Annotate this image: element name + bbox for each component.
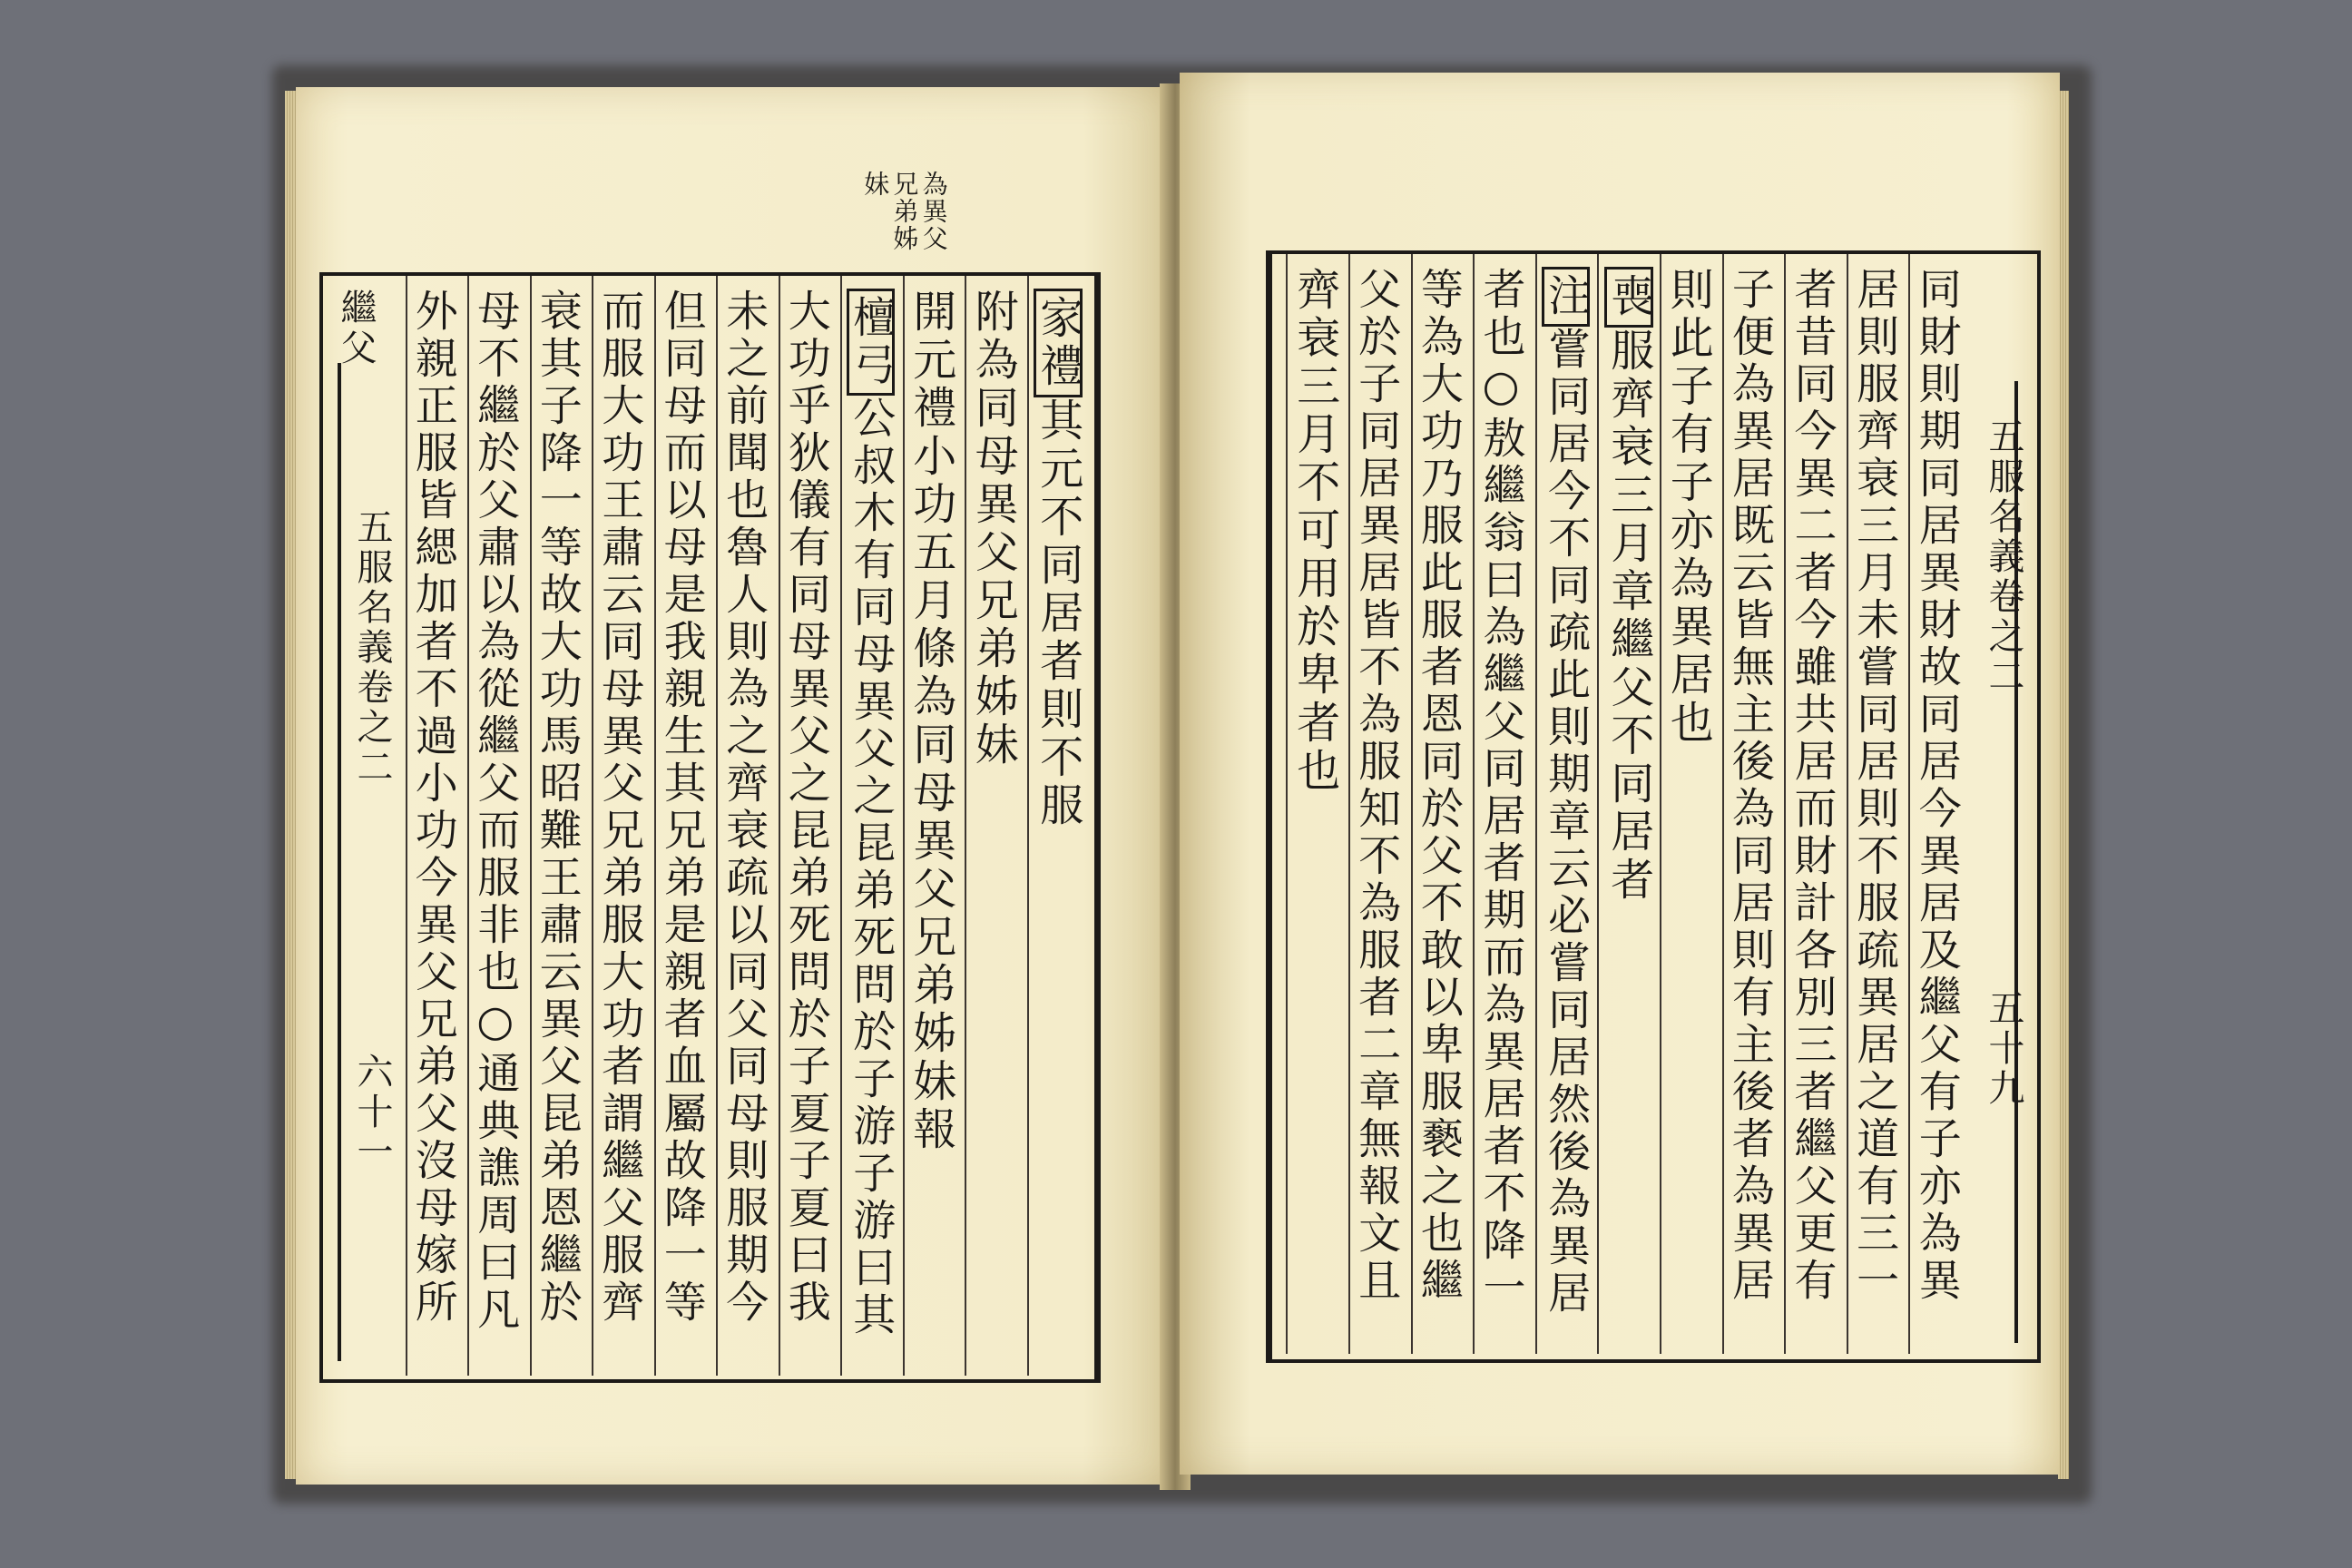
right-column-rule: [1784, 254, 1786, 1354]
right-text-column: [1413, 267, 1464, 1338]
left-column-tag: 檀弓: [847, 289, 895, 396]
left-column-rule: [654, 276, 656, 1376]
left-column-text: 未之前聞也魯人則為之齊衰疏以同父同母則服期今: [719, 289, 769, 1327]
top-note-line-3: 妹: [860, 171, 891, 198]
left-column-text: 而服大功王肅云同母異父兄弟服大功者謂繼父服齊: [594, 289, 645, 1327]
left-column-tag: 家禮: [1034, 289, 1083, 397]
right-column-text: 者昔同今異二者今雖共居而財計各別三者繼父更有: [1787, 267, 1838, 1305]
left-column-text: 開元禮小功五月條為同母異父兄弟姊妹報: [905, 289, 956, 1154]
right-column-text: 同財則期同居異財故同居今異居及繼父有子亦為異: [1911, 267, 1962, 1305]
right-text-column: [1351, 267, 1402, 1338]
left-fold-title: 五服名義卷之二: [351, 508, 393, 788]
right-text-column: [1604, 267, 1653, 1338]
left-column-rule: [1027, 276, 1029, 1376]
right-column-rule: [1908, 254, 1910, 1354]
right-fold-page-number: 五十九: [1983, 989, 2024, 1109]
left-column-rule: [716, 276, 718, 1376]
left-text-column: [656, 289, 707, 1359]
right-column-rule: [1411, 254, 1413, 1354]
right-column-text: 則此子有子亦為異居也: [1662, 267, 1714, 748]
left-text-column: [905, 289, 956, 1359]
left-column-rule: [779, 276, 780, 1376]
right-column-text: 嘗同居今不同疏此則期章云必嘗同居然後為異居: [1541, 327, 1592, 1318]
right-column-text: 居則服齊衰三月未嘗同居則不服疏異居之道有三一: [1849, 267, 1900, 1305]
left-text-column: [780, 289, 831, 1359]
left-column-text: 母不繼於父肅以為從繼父而服非也○通典譙周曰凡: [470, 289, 521, 1334]
left-text-column: [847, 289, 895, 1359]
left-column-rule: [406, 276, 407, 1376]
right-column-tag: 注: [1542, 267, 1590, 327]
left-text-column: [1034, 289, 1083, 1359]
right-fold-title: 五服名義卷之二: [1983, 417, 2024, 697]
top-note-line-2: 兄弟姊: [889, 171, 920, 252]
right-column-rule: [1597, 254, 1599, 1354]
right-column-text: 子便為異居既云皆無主後為同居則有主後者為異居: [1724, 267, 1775, 1305]
left-column-rule: [467, 276, 469, 1376]
left-column-rule: [840, 276, 842, 1376]
right-column-rule: [1348, 254, 1350, 1354]
left-text-column: [967, 289, 1019, 1359]
left-fold-line: [338, 363, 341, 1361]
right-column-rule: [1473, 254, 1475, 1354]
right-column-rule: [1535, 254, 1537, 1354]
right-column-text: 服齊衰三月章繼父不同居者: [1602, 328, 1654, 905]
left-text-column: [719, 289, 769, 1359]
right-text-column: [1662, 267, 1714, 1338]
left-column-text: 公叔木有同母異父之昆弟死問於子游子游曰其: [846, 396, 897, 1339]
left-column-rule: [903, 276, 905, 1376]
left-column-rule: [965, 276, 966, 1376]
left-text-column: [470, 289, 521, 1359]
right-text-column: [1787, 267, 1838, 1338]
left-column-rule: [592, 276, 593, 1376]
right-column-rule: [1660, 254, 1661, 1354]
left-text-column: [407, 289, 458, 1359]
left-fold-page-number: 六十一: [351, 1053, 393, 1172]
left-text-column: [532, 289, 583, 1359]
right-column-text: 等為大功乃服此服者恩同於父不敢以卑服褻之也繼: [1413, 267, 1464, 1305]
left-top-note: [860, 171, 948, 279]
left-column-rule: [530, 276, 532, 1376]
right-text-column: [1911, 267, 1962, 1338]
right-column-tag: 喪: [1604, 267, 1653, 328]
left-text-column: [594, 289, 645, 1359]
right-column-rule: [1722, 254, 1724, 1354]
left-page-edges: [285, 91, 296, 1479]
left-column-text: 但同母而以母是我親生其兄弟是親者血屬故降一等: [656, 289, 707, 1327]
right-text-column: [1542, 267, 1590, 1338]
right-column-rule: [1286, 254, 1288, 1354]
right-text-column: [1475, 267, 1526, 1338]
left-column-text: 其元不同居者則不服: [1032, 397, 1083, 830]
right-text-column: [1724, 267, 1775, 1338]
left-column-text: 衰其子降一等故大功馬昭難王肅云異父昆弟恩繼於: [532, 289, 583, 1327]
right-column-rule: [1847, 254, 1848, 1354]
right-column-text: 齊衰三月不可用於卑者也: [1289, 267, 1340, 796]
right-column-text: 者也○敖繼翁曰為繼父同居者期而為異居者不降一: [1475, 267, 1526, 1312]
left-margin-label: 繼父: [335, 289, 377, 368]
left-column-text: 大功乎狄儀有同母異父之昆弟死問於子夏子夏曰我: [780, 289, 831, 1327]
left-column-text: 外親正服皆緦加者不過小功今異父兄弟父沒母嫁所: [407, 289, 458, 1327]
right-text-column: [1849, 267, 1900, 1338]
right-text-column: [1289, 267, 1340, 1338]
right-column-text: 父於子同居異居皆不為服知不為服者二章無報文且: [1351, 267, 1402, 1305]
top-note-line-1: 為異父: [918, 171, 949, 252]
left-column-text: 附為同母異父兄弟姊妹: [967, 289, 1019, 769]
